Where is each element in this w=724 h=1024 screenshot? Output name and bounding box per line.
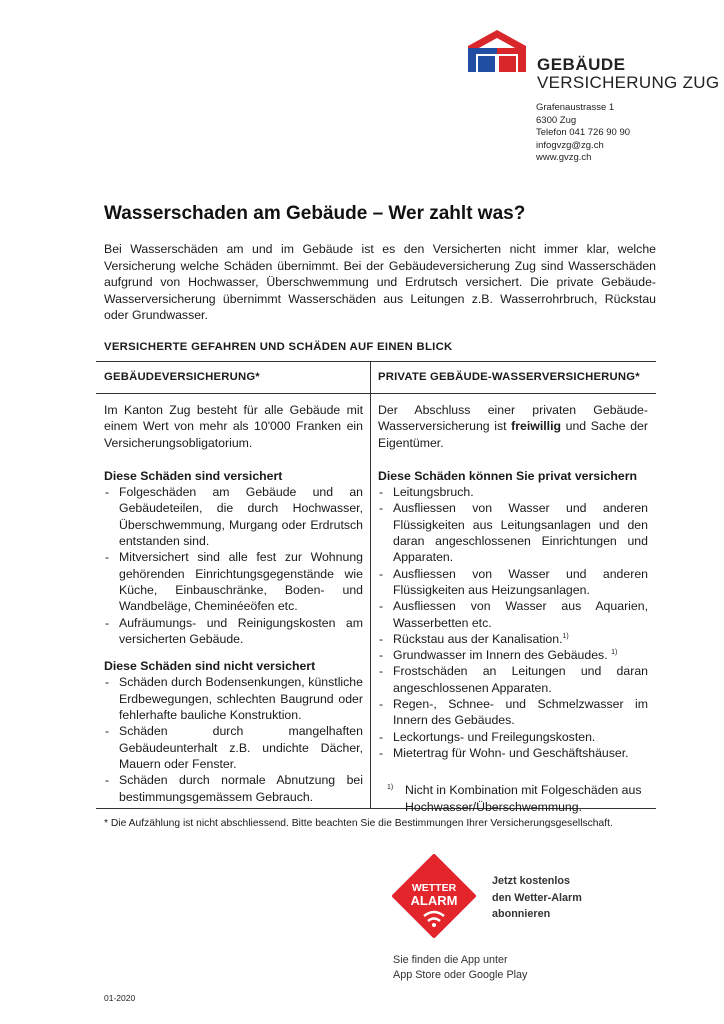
footnote bbox=[378, 782, 648, 842]
left-intro: Im Kanton Zug besteht für alle Gebäude mit einem Wert von mehr als 10'000 Franken ein Versicherungsobligatorium. bbox=[104, 403, 363, 450]
footnote-mark: 1) bbox=[387, 784, 394, 792]
right-intro-text: Der Abschluss einer privaten Gebäude-Wasserversicherung ist bbox=[378, 403, 648, 434]
promo-line2: den Wetter-Alarm bbox=[492, 891, 582, 904]
section-heading: VERSICHERTE GEFAHREN UND SCHÄDEN AUF EINEN BLICK bbox=[104, 341, 453, 353]
private-insurance-list bbox=[378, 484, 648, 761]
private-insurance-heading: Diese Schäden können Sie privat versichern bbox=[378, 468, 638, 483]
list-item: - Schäden durch normale Abnutzung bei bestimmungsgemässem Gebrauch. bbox=[104, 772, 363, 805]
not-insured-list bbox=[104, 674, 363, 804]
footnote-ref: 1) bbox=[562, 632, 569, 640]
right-intro-bold: freiwillig bbox=[511, 419, 562, 434]
list-item-text: Grundwasser im Innern des Gebäudes. bbox=[393, 648, 608, 663]
address-phone: Telefon 041 726 90 90 bbox=[536, 127, 631, 138]
document-code: 01-2020 bbox=[104, 993, 136, 1003]
gvzg-logo-icon bbox=[466, 28, 528, 72]
wetter-alarm-promo bbox=[492, 873, 582, 923]
list-item: - Ausfliessen von Wasser aus Aquarien, Wasserbetten etc. bbox=[378, 598, 648, 631]
list-item: - Mitversichert sind alle fest zur Wohnung gehörenden Einrichtungsgegenstände wie Küche, Einbauschränke, Boden- und Wandbeläge, Cheminéeöfen etc. bbox=[104, 549, 363, 614]
not-insured-heading: Diese Schäden sind nicht versichert bbox=[104, 659, 316, 674]
page-title: Wasserschaden am Gebäude – Wer zahlt was? bbox=[104, 203, 526, 224]
app-note-line2: App Store oder Google Play bbox=[393, 969, 528, 981]
left-column bbox=[104, 402, 363, 805]
list-item: - Schäden durch Bodensenkungen, künstliche Erdbewegungen, schlechten Baugrund oder fehlerhafte bauliche Konstruktion. bbox=[104, 674, 363, 723]
footnote-text: Nicht in Kombination mit Folgeschäden aus Hochwasser/Überschwemmung. bbox=[405, 783, 642, 814]
wetter-alarm-badge-icon[interactable] bbox=[392, 854, 476, 944]
list-item: - Aufräumungs- und Reinigungskosten am versicherten Gebäude. bbox=[104, 615, 363, 648]
address-block bbox=[536, 102, 630, 165]
right-intro-text-end: und Sache der Eigentümer. bbox=[378, 419, 648, 450]
comparison-table bbox=[96, 361, 656, 814]
list-item: - Frostschäden an Leitungen und daran angeschlossenen Apparaten. bbox=[378, 663, 648, 696]
app-store-note bbox=[393, 953, 527, 983]
address-website[interactable]: www.gvzg.ch bbox=[536, 152, 592, 163]
header-divider bbox=[96, 393, 656, 394]
logo-wordmark-line1: GEBÄUDE bbox=[537, 55, 626, 74]
footnote-ref: 1) bbox=[611, 649, 618, 657]
right-intro bbox=[378, 402, 648, 451]
insured-list bbox=[104, 484, 363, 647]
column-divider bbox=[370, 362, 371, 808]
asterisk-note: * Die Aufzählung ist nicht abschliessend. Bitte beachten Sie die Bestimmungen Ihrer Versicherungsgesellschaft. bbox=[104, 818, 613, 829]
right-column-header: PRIVATE GEBÄUDE-WASSERVERSICHERUNG* bbox=[378, 371, 640, 383]
badge-line1: WETTER bbox=[411, 882, 457, 894]
list-item: - Folgeschäden am Gebäude und an Gebäudeteilen, die durch Hochwasser, Überschwemmung, Murgang oder Erdrutsch entstanden sind. bbox=[104, 484, 363, 549]
insured-heading: Diese Schäden sind versichert bbox=[104, 468, 283, 483]
list-item: - Leitungsbruch. bbox=[378, 484, 648, 500]
list-item: - Leckortungs- und Freilegungskosten. bbox=[378, 729, 648, 745]
list-item: - Schäden durch mangelhaften Gebäudeunterhalt z.B. undichte Dächer, Mauern oder Fenster. bbox=[104, 723, 363, 772]
list-item: - Mietertrag für Wohn- und Geschäftshäuser. bbox=[378, 745, 648, 761]
promo-line1: Jetzt kostenlos bbox=[492, 875, 570, 887]
left-column-header: GEBÄUDEVERSICHERUNG* bbox=[104, 371, 260, 383]
logo-wordmark-line2: VERSICHERUNG ZUG bbox=[537, 73, 720, 92]
address-city: 6300 Zug bbox=[536, 114, 577, 126]
intro-paragraph: Bei Wasserschäden am und im Gebäude ist es den Versicherten nicht immer klar, welche Versicherung welche Schäden übernimmt. Bei der Gebäudeversicherung Zug sind Wasserschäden aufgrund von Hochwasser, Überschwemmung und Erdrutsch versichert. Die private Gebäude-Wasserversicherung übernimmt Wasserschäden aus Leitungen z.B. Wasserrohrbruch, Rückstau oder Grundwasser. bbox=[104, 242, 656, 322]
list-item-text: Rückstau aus der Kanalisation. bbox=[393, 631, 563, 646]
list-item: - Ausfliessen von Wasser und anderen Flüssigkeiten aus Heizungsanlagen. bbox=[378, 566, 648, 599]
list-item bbox=[378, 631, 648, 647]
promo-line3: abonnieren bbox=[492, 908, 551, 920]
badge-line2: ALARM bbox=[410, 893, 458, 908]
list-item: - Regen-, Schnee- und Schmelzwasser im Innern des Gebäudes. bbox=[378, 696, 648, 729]
address-street: Grafenaustrasse 1 bbox=[536, 102, 615, 113]
address-email[interactable]: infogvzg@zg.ch bbox=[536, 139, 604, 151]
app-note-line1: Sie finden die App unter bbox=[393, 954, 508, 966]
list-item: - Ausfliessen von Wasser und anderen Flüssigkeiten aus Leitungsanlagen und den daran angeschlossenen Einrichtungen und Apparaten. bbox=[378, 500, 648, 565]
right-column bbox=[378, 402, 648, 842]
list-item bbox=[378, 647, 648, 663]
